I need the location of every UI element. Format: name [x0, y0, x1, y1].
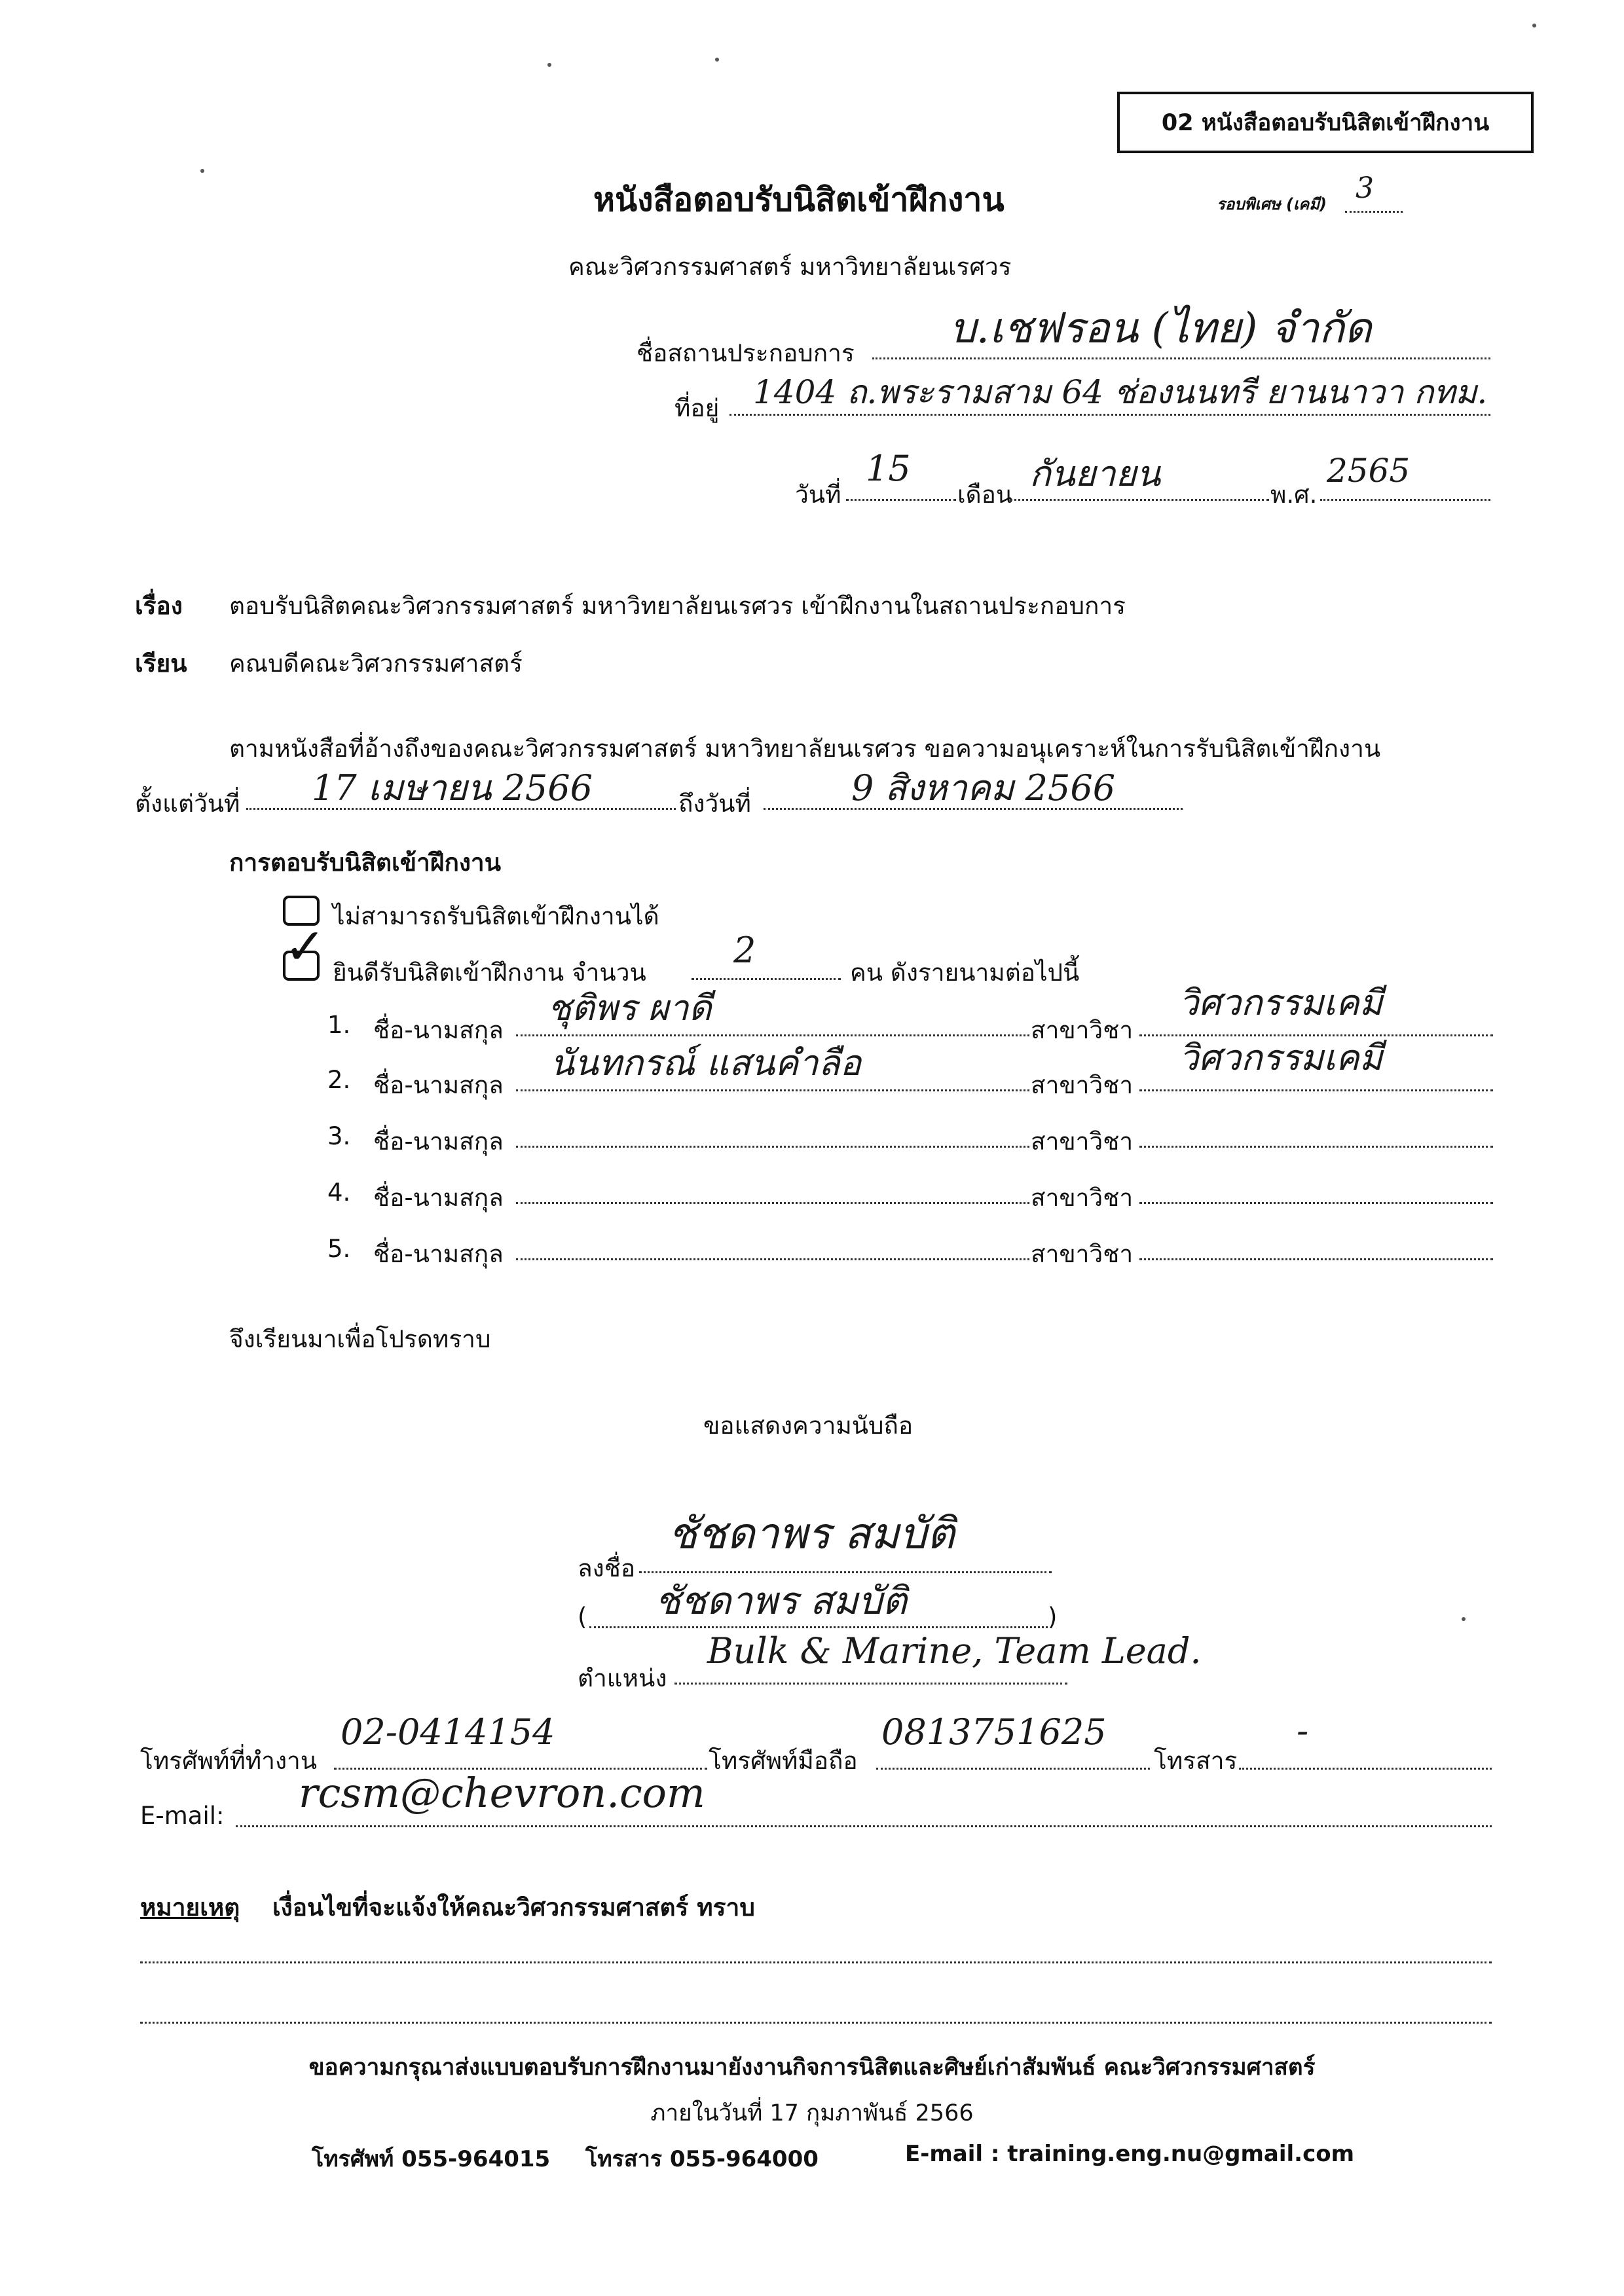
fax-label: โทรสาร: [1154, 1747, 1238, 1775]
date-year: 2565: [1327, 452, 1411, 490]
student-num: 1.: [327, 1011, 351, 1039]
position-value: Bulk & Marine, Team Lead.: [707, 1630, 1202, 1671]
student-major-label: สาขาวิชา: [1031, 1016, 1134, 1044]
scan-speck: [547, 63, 551, 67]
regards-text: ขอแสดงความนับถือ: [703, 1412, 913, 1440]
subject-label: เรื่อง: [135, 592, 183, 620]
position-line: [674, 1683, 1067, 1685]
remark-line: [140, 2022, 1492, 2024]
student-name-label: ชื่อ-นามสกุล: [373, 1184, 504, 1212]
footer-email[interactable]: E-mail : training.eng.nu@gmail.com: [905, 2141, 1355, 2167]
address-label: ที่อยู่: [674, 394, 720, 422]
student-name-line: [516, 1258, 1029, 1260]
remark-label: หมายเหตุ: [140, 1893, 240, 1922]
student-num: 2.: [327, 1066, 351, 1094]
mobile-label: โทรศัพท์มือถือ: [709, 1747, 858, 1775]
student-name-label: ชื่อ-นามสกุล: [373, 1240, 504, 1268]
closing-text: จึงเรียนมาเพื่อโปรดทราบ: [229, 1325, 491, 1353]
office-phone: 02-0414154: [341, 1711, 555, 1753]
student-name-line: [516, 1146, 1029, 1148]
student-name: ชุติพร ผาดี: [547, 987, 712, 1029]
paren-open: (: [578, 1603, 587, 1631]
printed-name: ชัชดาพร สมบัติ: [655, 1578, 907, 1623]
scan-speck: [200, 169, 204, 173]
date-year-line: [1320, 499, 1490, 501]
accept-option-prefix: ยินดีรับนิสิตเข้าฝึกงาน จำนวน: [333, 958, 646, 987]
student-name-label: ชื่อ-นามสกุล: [373, 1127, 504, 1156]
student-num: 3.: [327, 1122, 351, 1150]
round-line: [1345, 211, 1403, 213]
student-major: วิศวกรรมเคมี: [1179, 982, 1383, 1023]
page-subtitle: คณะวิศวกรรมศาสตร์ มหาวิทยาลัยนเรศวร: [568, 253, 1012, 281]
round-label: รอบพิเศษ (เคมี): [1217, 195, 1327, 213]
fax-line: [1239, 1768, 1492, 1770]
student-major: วิศวกรรมเคมี: [1179, 1037, 1383, 1078]
student-major-label: สาขาวิชา: [1031, 1184, 1134, 1212]
recipient-label: เรียน: [135, 649, 187, 678]
page-title: หนังสือตอบรับนิสิตเข้าฝึกงาน: [593, 181, 1005, 219]
student-num: 5.: [327, 1235, 351, 1263]
period-to: 9 สิงหาคม 2566: [851, 767, 1116, 809]
scan-speck: [1462, 1617, 1466, 1621]
student-major-line: [1139, 1258, 1493, 1260]
form-code: 02 หนังสือตอบรับนิสิตเข้าฝึกงาน: [1161, 109, 1490, 136]
date-day-label: วันที่: [795, 481, 841, 509]
position-label: ตำแหน่ง: [578, 1664, 667, 1692]
student-name: นันทกรณ์ แสนคำลือ: [550, 1042, 862, 1084]
mobile-line: [876, 1768, 1150, 1770]
period-to-label: ถึงวันที่: [678, 790, 751, 818]
student-name-line: [516, 1202, 1029, 1204]
footer-phone: โทรศัพท์ 055-964015: [312, 2146, 551, 2172]
address-value: 1404 ถ.พระรามสาม 64 ช่องนนทรี ยานนาวา กทม.: [753, 373, 1488, 411]
office-phone-label: โทรศัพท์ที่ทำงาน: [140, 1747, 318, 1775]
period-from-label: ตั้งแต่วันที่: [135, 790, 240, 818]
footer-fax: โทรสาร 055-964000: [585, 2146, 819, 2172]
email-label: E-mail:: [140, 1802, 225, 1830]
fax-value: -: [1297, 1710, 1309, 1751]
student-name-label: ชื่อ-นามสกุล: [373, 1016, 504, 1044]
email-value: rcsm@chevron.com: [299, 1769, 705, 1817]
footer-instruction: ขอความกรุณาส่งแบบตอบรับการฝึกงานมายังงานกิจการนิสิตและศิษย์เก่าสัมพันธ์ คณะวิศวกรรมศาสตร์: [308, 2054, 1316, 2081]
paren-close: ): [1048, 1603, 1058, 1631]
student-major-line: [1139, 1146, 1493, 1148]
check-mark-icon: ✓: [284, 917, 326, 975]
period-from: 17 เมษายน 2566: [312, 767, 593, 809]
decline-option-label: ไม่สามารถรับนิสิตเข้าฝึกงานได้: [333, 902, 659, 930]
accept-option-suffix: คน ดังรายนามต่อไปนี้: [850, 958, 1080, 987]
company-label: ชื่อสถานประกอบการ: [637, 339, 855, 367]
student-major-label: สาขาวิชา: [1031, 1127, 1134, 1156]
remark-text: เงื่อนไขที่จะแจ้งให้คณะวิศวกรรมศาสตร์ ทราบ: [272, 1893, 755, 1922]
date-day: 15: [866, 448, 911, 489]
accept-count-line: [692, 978, 841, 980]
company-name: บ.เชฟรอน (ไทย) จำกัด: [950, 304, 1372, 353]
body-text: ตามหนังสือที่อ้างถึงของคณะวิศวกรรมศาสตร์ มหาวิทยาลัยนเรศวร ขอความอนุเคราะห์ในการรับนิสิตเข้าฝึกงาน: [229, 735, 1381, 763]
footer-deadline: ภายในวันที่ 17 กุมภาพันธ์ 2566: [650, 2100, 974, 2126]
accept-count: 2: [733, 930, 756, 971]
student-major-label: สาขาวิชา: [1031, 1240, 1134, 1268]
mobile-value: 0813751625: [881, 1711, 1107, 1753]
handwritten-signature: ชัชดาพร สมบัติ: [668, 1508, 955, 1559]
scan-speck: [715, 58, 719, 62]
student-major-line: [1139, 1089, 1493, 1091]
round-value: 3: [1356, 172, 1374, 205]
date-month: กันยายน: [1029, 453, 1161, 494]
email-line: [236, 1825, 1492, 1827]
subject-text: ตอบรับนิสิตคณะวิศวกรรมศาสตร์ มหาวิทยาลัยนเรศวร เข้าฝึกงานในสถานประกอบการ: [229, 592, 1126, 620]
date-day-line: [846, 499, 956, 501]
student-num: 4.: [327, 1178, 351, 1207]
date-year-label: พ.ศ.: [1270, 481, 1318, 509]
date-month-label: เดือน: [957, 481, 1013, 509]
form-code-box: [1117, 92, 1534, 153]
student-name-label: ชื่อ-นามสกุล: [373, 1071, 504, 1099]
recipient-text: คณบดีคณะวิศวกรรมศาสตร์: [229, 649, 523, 678]
sign-label: ลงชื่อ: [578, 1554, 636, 1582]
student-major-label: สาขาวิชา: [1031, 1071, 1134, 1099]
remark-line: [140, 1961, 1492, 1963]
student-major-line: [1139, 1202, 1493, 1204]
scan-speck: [1532, 24, 1536, 27]
acceptance-heading: การตอบรับนิสิตเข้าฝึกงาน: [229, 848, 501, 877]
